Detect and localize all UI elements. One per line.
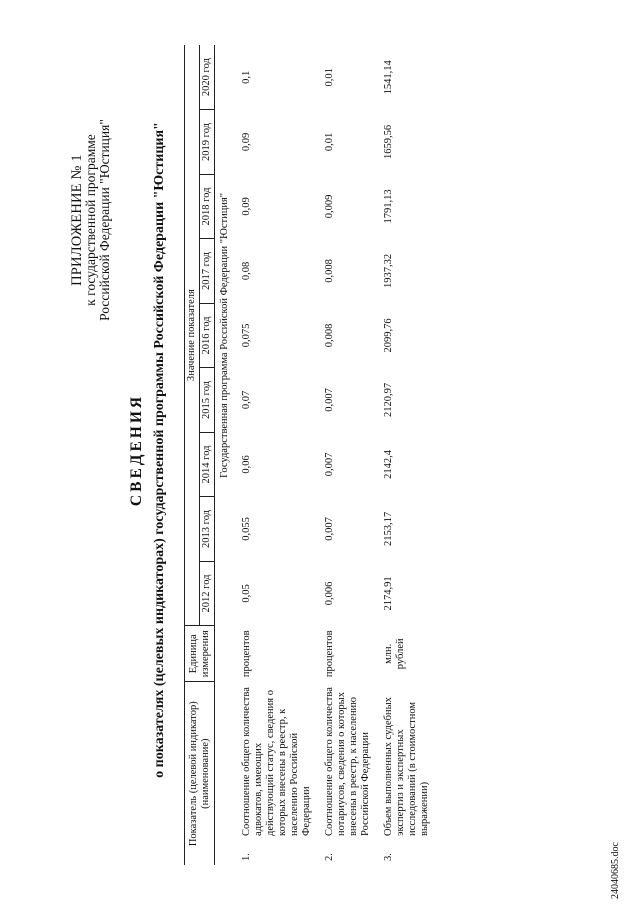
value-cell: 0,08 [241, 261, 252, 281]
value-cell: 0,006 [324, 581, 335, 606]
unit-cell: млн. рублей [383, 638, 406, 670]
header-year: 2018 год [200, 174, 215, 239]
value-cell: 0,008 [324, 323, 335, 348]
value-cell: 2174,91 [383, 576, 394, 611]
document-subtitle: о показателях (целевых индикаторах) государственной программы Российской Федерации "Юстиция" [152, 122, 167, 778]
table-row [373, 45, 432, 865]
unit-cell: процентов [241, 630, 252, 678]
indicator-name: Соотношение общего количества нотариусов, сведения о которых внесены в реестр, к населению Российской Федерации [324, 687, 371, 836]
header-indicator: Показатель (целевой индикатор) (наименование) [185, 682, 215, 865]
value-cell: 0,075 [241, 323, 252, 348]
indicator-name: Объем выполненных судебных экспертиз и экспертных исследований (в стоимостном выражении) [383, 697, 430, 836]
header-year: 2019 год [200, 110, 215, 175]
header-year: 2015 год [200, 368, 215, 433]
document-title: СВЕДЕНИЯ [128, 393, 145, 507]
row-number: 3. [383, 853, 394, 861]
value-cell: 2153,17 [383, 511, 394, 547]
value-cell: 0,06 [241, 455, 252, 474]
unit-cell: процентов [324, 630, 335, 678]
value-cell: 0,01 [324, 132, 335, 152]
value-cell: 1541,14 [383, 60, 394, 95]
table-row [314, 45, 373, 865]
section-title: Государственная программа Российской Федерации "Юстиция" [219, 192, 230, 478]
header-year: 2016 год [200, 303, 215, 368]
value-cell: 2120,97 [383, 382, 394, 418]
value-cell: 0,008 [324, 259, 335, 283]
value-cell: 0,007 [324, 517, 335, 541]
header-year: 2020 год [200, 45, 215, 110]
value-cell: 0,1 [241, 70, 252, 84]
value-cell: 2099,76 [383, 318, 394, 353]
value-cell: 0,05 [241, 584, 252, 603]
value-cell: 0,09 [241, 132, 252, 152]
value-cell: 1659,56 [383, 124, 394, 160]
header-values: Значение показателя [185, 45, 200, 626]
header-year: 2014 год [200, 432, 215, 497]
value-cell: 0,007 [324, 452, 335, 477]
value-cell: 0,055 [241, 517, 252, 541]
value-cell: 0,007 [324, 388, 335, 412]
value-cell: 0,01 [324, 68, 335, 87]
appendix-line-1: к государственной программе [83, 134, 98, 306]
value-cell: 0,07 [241, 390, 252, 410]
value-cell: 1937,32 [383, 253, 394, 289]
header-year: 2012 год [200, 561, 215, 626]
indicators-table [184, 45, 432, 865]
appendix-heading: ПРИЛОЖЕНИЕ № 1 [69, 154, 85, 286]
indicator-name: Соотношение общего количества адвокатов, имеющих действующий статус, сведения о которых внесены в реестр, к населению Российской Федерации [241, 687, 312, 836]
table-row [235, 45, 314, 865]
file-name: 24040685.doc [610, 842, 621, 899]
row-number: 2. [324, 853, 335, 861]
appendix-header [70, 55, 112, 385]
row-number: 1. [241, 853, 252, 861]
value-cell: 0,009 [324, 194, 335, 219]
header-year: 2017 год [200, 239, 215, 304]
appendix-line-2: Российской Федерации "Юстиция" [97, 119, 112, 321]
value-cell: 2142,4 [383, 450, 394, 479]
value-cell: 1791,13 [383, 189, 394, 224]
header-year: 2013 год [200, 497, 215, 562]
header-unit: Единица измерения [185, 626, 215, 682]
value-cell: 0,09 [241, 197, 252, 216]
